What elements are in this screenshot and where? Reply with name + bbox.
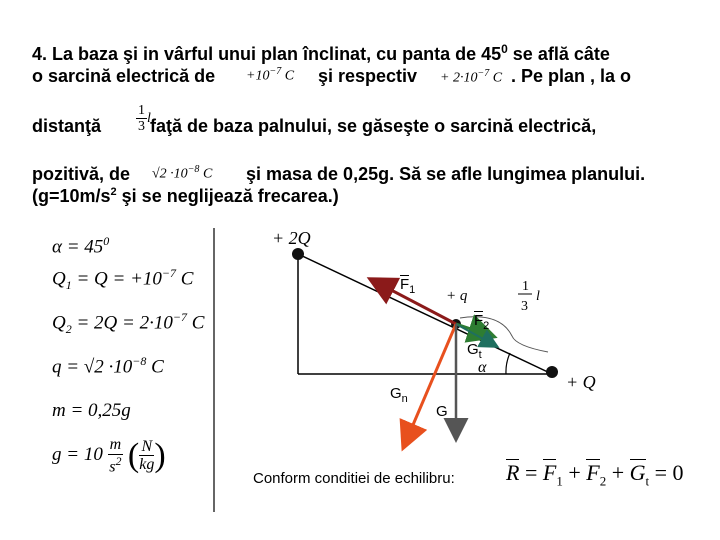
given-q-unit: C	[146, 356, 164, 378]
eq-f2: F	[586, 460, 600, 485]
q1-inline-exp: −7	[269, 66, 282, 77]
eq-f1: F	[542, 460, 557, 485]
third-var: l	[536, 289, 540, 304]
eq-f1-sub: 1	[556, 473, 563, 489]
given-q1-exp: −7	[161, 266, 177, 280]
problem-line-5-sup: 2	[110, 186, 117, 198]
eq-equals-0: = 0	[649, 460, 684, 485]
equilibrium-label: Conform conditiei de echilibru:	[253, 470, 455, 487]
q1-inline-value: +10	[246, 68, 270, 84]
fraction-variable: l	[147, 111, 151, 127]
given-q-exp: −8	[132, 354, 147, 368]
plane-hypotenuse	[298, 254, 552, 374]
base-charge-dot	[546, 366, 558, 378]
label-f1-text: F	[400, 276, 410, 293]
given-g: g = 10 $\frac{m}{s^2}$ ( $\frac{N}{kg}$ )	[52, 436, 166, 475]
label-gt-sub: t	[478, 349, 482, 361]
given-mass: m = 0,25g	[52, 400, 131, 421]
q2-inline-value: + 2·10	[440, 70, 478, 86]
given-q2-exp: −7	[172, 310, 187, 324]
third-num: 1	[522, 279, 529, 294]
q-inline-value: √2 ·10	[152, 166, 188, 182]
base-charge-label: + Q	[566, 372, 596, 392]
problem-line-3-b: faţă de baza palnului, se găseşte o sarcină electrică,	[150, 116, 597, 136]
given-g-f2-den: kg	[139, 456, 155, 474]
fraction-denominator: 3	[138, 119, 145, 135]
label-f2-text: F	[474, 312, 484, 329]
label-gt-text: G	[467, 341, 479, 358]
eq-equals-1: =	[519, 460, 543, 485]
problem-line-1-end: se află câte	[507, 44, 610, 64]
label-gn-text: G	[390, 385, 402, 402]
label-f2	[474, 312, 489, 332]
angle-label: α	[478, 359, 487, 376]
problem-line-5-b: şi se neglijează frecarea.)	[116, 186, 339, 206]
given-alpha-sup: 0	[103, 234, 110, 248]
given-q1-sub: 1	[65, 278, 72, 293]
angle-arc	[506, 353, 510, 374]
label-f1-sub: 1	[409, 284, 416, 296]
label-g: G	[436, 403, 448, 420]
problem-line-4-a: pozitivă, de	[32, 164, 131, 184]
given-alpha-text: α = 45	[52, 236, 104, 258]
given-g-f1-den-sup: 2	[115, 453, 122, 468]
eq-f2-sub: 2	[599, 473, 607, 489]
fraction-numerator: 1	[138, 103, 145, 118]
problem-line-3-a: distanţă	[32, 116, 102, 136]
problem-line-5-a: (g=10m/s	[32, 186, 111, 206]
eq-plus-1: +	[562, 460, 587, 485]
given-q1-unit: C	[176, 268, 194, 290]
given-q2-lhs: Q	[52, 312, 66, 334]
q2-inline-exp: −7	[477, 68, 490, 79]
eq-plus-2: +	[606, 460, 630, 485]
given-q1-lhs: Q	[52, 268, 66, 290]
label-gt	[467, 341, 482, 361]
label-f2-sub: 2	[483, 320, 490, 332]
problem-line-4-b: şi masa de 0,25g. Să se afle lungimea planului.	[246, 164, 646, 184]
given-g-f1-den: s	[109, 457, 116, 475]
eq-gt: G	[629, 460, 646, 485]
mid-charge-label: + q	[446, 288, 468, 304]
force-gn-arrow	[401, 324, 456, 446]
equilibrium-equation	[506, 460, 684, 489]
third-den: 3	[521, 299, 528, 314]
problem-line-2-b: şi respectiv	[318, 66, 418, 86]
problem-line-1-text: 4. La baza şi in vârful unui plan înclinat, cu panta de 45	[32, 44, 502, 64]
given-g-f2-num: N	[139, 438, 154, 457]
given-g-lhs: g = 10	[52, 444, 103, 466]
given-q2-unit: C	[186, 312, 205, 334]
given-g-f1-num: m	[109, 436, 122, 453]
top-charge-dot	[292, 248, 304, 260]
eq-gt-sub: t	[645, 473, 650, 489]
problem-line-2-a: o sarcină electrică de	[32, 66, 216, 86]
given-q2-rhs: = 2Q = 2·10	[71, 312, 173, 334]
label-f1	[400, 276, 415, 296]
q2-inline-unit: C	[492, 70, 503, 86]
label-gn	[390, 385, 408, 405]
q-inline-exp: −8	[187, 164, 200, 175]
degree-sup: 0	[501, 42, 508, 56]
q-inline-unit: C	[202, 166, 213, 182]
given-q1-rhs: = Q = +10	[71, 268, 162, 290]
top-charge-label: + 2Q	[272, 228, 311, 248]
eq-r: R	[506, 460, 520, 485]
label-gn-sub: n	[401, 393, 408, 405]
given-q2-sub: 2	[65, 322, 72, 337]
q1-inline-unit: C	[284, 68, 295, 84]
given-q-lhs: q = √2 ·10	[52, 356, 133, 378]
problem-line-2-c: . Pe plan , la o	[511, 66, 632, 86]
